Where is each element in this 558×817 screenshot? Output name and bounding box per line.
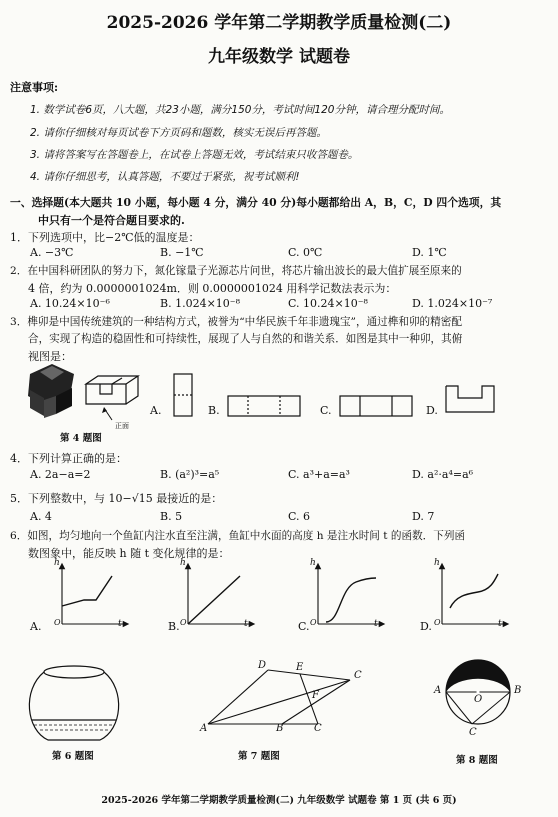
q2-stem-cont: 4 倍，约为 0.0000001024m．则 0.0000001024 用科学记数法表示为： bbox=[28, 282, 397, 295]
q4-option-c: C. a³+a=a³ bbox=[288, 468, 350, 481]
q4-option-d: D. a²·a⁴=a⁶ bbox=[412, 468, 474, 481]
q4-option-b: B. (a²)³=a⁵ bbox=[160, 468, 220, 481]
fig4-caption: 第 4 题图 bbox=[60, 433, 102, 444]
axis-t-label: t bbox=[244, 619, 248, 629]
axis-t-label: t bbox=[498, 619, 502, 629]
notice-item: 2. 请你仔细核对每页试卷下方页码和题数，核实无误后再答题。 bbox=[30, 127, 327, 139]
q6-option-b: B. bbox=[168, 620, 180, 633]
q4-stem: 4．下列计算正确的是： bbox=[10, 452, 127, 465]
q3-option-d: D. bbox=[426, 404, 438, 417]
notice-item: 1. 数学试卷6页，八大题，共23小题，满分150分，考试时间120分钟，请合理分配时间。 bbox=[30, 104, 450, 116]
q2-option-d: D. 1.024×10⁻⁷ bbox=[412, 297, 493, 310]
circle-figure bbox=[446, 660, 510, 724]
graph-c bbox=[318, 566, 382, 624]
q6-option-d: D. bbox=[420, 620, 432, 633]
axis-h-label: h bbox=[180, 558, 186, 568]
axis-h-label: h bbox=[54, 558, 60, 568]
q6-option-a: A. bbox=[30, 620, 42, 633]
q4-option-a: A. 2a−a=2 bbox=[30, 468, 91, 481]
axis-origin-label: O bbox=[434, 618, 441, 627]
fig7-label-f: F bbox=[312, 690, 319, 701]
q3-option-b: B. bbox=[208, 404, 220, 417]
q5-option-d: D. 7 bbox=[412, 510, 435, 523]
fig7-label-b: B bbox=[276, 723, 284, 734]
q6-option-c: C. bbox=[298, 620, 310, 633]
axis-h-label: h bbox=[434, 558, 440, 568]
q2-stem: 2．在中国科研团队的努力下，氮化镓量子光源芯片问世，将芯片输出波长的最大值扩展至原来的 bbox=[10, 265, 462, 277]
fig8-label-a: A bbox=[434, 685, 442, 696]
fig8-caption: 第 8 题图 bbox=[456, 755, 498, 766]
graph-a bbox=[62, 566, 126, 624]
q1-option-a: A. −3℃ bbox=[30, 246, 74, 259]
q2-option-c: C. 10.24×10⁻⁸ bbox=[288, 297, 368, 310]
axis-origin-label: O bbox=[310, 618, 317, 627]
q3-stem-cont2: 视图是： bbox=[28, 350, 72, 363]
axis-t-label: t bbox=[118, 619, 122, 629]
q1-stem: 1．下列选项中，比−2℃低的温度是： bbox=[10, 231, 200, 244]
q3-stem-cont: 合，实现了构造的稳固性和可持续性，展现了人与自然的和谐关系．如图是其中一种卯，其俯 bbox=[28, 333, 463, 345]
fig7-label-c: C bbox=[354, 670, 362, 681]
q1-option-b: B. −1℃ bbox=[160, 246, 204, 259]
q3-stem: 3．榫卯是中国传统建筑的一种结构方式，被誉为“中华民族千年非遗瑰宝”，通过榫和卯的精密配 bbox=[10, 316, 462, 328]
fig7-label-d: D bbox=[258, 660, 267, 671]
q1-option-c: C. 0℃ bbox=[288, 246, 323, 259]
mortise-isometric bbox=[86, 376, 138, 404]
notice-heading: 注意事项: bbox=[10, 81, 59, 94]
fig8-label-c: C bbox=[469, 727, 477, 738]
fig7-caption: 第 7 题图 bbox=[238, 751, 280, 762]
option-d-figure bbox=[446, 386, 494, 412]
axis-origin-label: O bbox=[54, 618, 61, 627]
q5-option-a: A. 4 bbox=[30, 510, 52, 523]
q6-graphs bbox=[0, 560, 558, 640]
q2-option-a: A. 10.24×10⁻⁶ bbox=[30, 297, 110, 310]
section-heading-cont: 中只有一个是符合题目要求的. bbox=[38, 214, 185, 227]
graph-b bbox=[188, 566, 252, 624]
fig8-label-o: O bbox=[474, 694, 483, 705]
mortise-photo bbox=[28, 364, 74, 418]
q6-stem-cont: 数图象中，能反映 h 随 t 变化规律的是： bbox=[28, 547, 230, 560]
section-heading: 一、选择题(本大题共 10 小题，每小题 4 分，满分 40 分)每小题都给出 A，B，C，D 四个选项，其 bbox=[10, 196, 502, 209]
parallelogram-figure bbox=[208, 670, 350, 724]
fig7-label-e: E bbox=[296, 662, 304, 673]
fig8-label-b: B bbox=[514, 685, 522, 696]
axis-h-label: h bbox=[310, 558, 316, 568]
q1-option-d: D. 1℃ bbox=[412, 246, 447, 259]
fishbowl-figure bbox=[29, 666, 118, 740]
fig6-caption: 第 6 题图 bbox=[52, 751, 94, 762]
option-b-figure bbox=[228, 396, 300, 416]
graph-d bbox=[442, 566, 506, 624]
notice-item: 4. 请你仔细思考，认真答题，不要过于紧张，祝考试顺利! bbox=[30, 171, 300, 183]
page-footer: 2025-2026 学年第二学期教学质量检测(二) 九年级数学 试题卷 第 1 页 (共 6 页) bbox=[101, 795, 457, 806]
q5-stem: 5．下列整数中，与 10−√15 最接近的是： bbox=[10, 492, 223, 505]
fig7-label-c2: C bbox=[314, 723, 322, 734]
exam-subtitle: 九年级数学 试题卷 bbox=[208, 47, 350, 67]
q5-option-c: C. 6 bbox=[288, 510, 311, 523]
axis-origin-label: O bbox=[180, 618, 187, 627]
option-a-figure bbox=[174, 374, 192, 416]
fig7-label-a: A bbox=[200, 723, 208, 734]
q3-option-a: A. bbox=[150, 404, 162, 417]
q6-stem: 6．如图，均匀地向一个鱼缸内注水直至注满，鱼缸中水面的高度 h 是注水时间 t 的函数．下列函 bbox=[10, 530, 466, 542]
q3-option-c: C. bbox=[320, 404, 332, 417]
bottom-figures bbox=[0, 650, 558, 760]
front-label: 正面 bbox=[115, 422, 129, 430]
q2-option-b: B. 1.024×10⁻⁸ bbox=[160, 297, 240, 310]
notice-item: 3. 请将答案写在答题卷上，在试卷上答题无效，考试结束只收答题卷。 bbox=[30, 149, 359, 161]
axis-t-label: t bbox=[374, 619, 378, 629]
exam-title: 2025-2026 学年第二学期教学质量检测(二) bbox=[106, 13, 452, 33]
front-arrow bbox=[102, 407, 112, 420]
q5-option-b: B. 5 bbox=[160, 510, 183, 523]
option-c-figure bbox=[340, 396, 412, 416]
